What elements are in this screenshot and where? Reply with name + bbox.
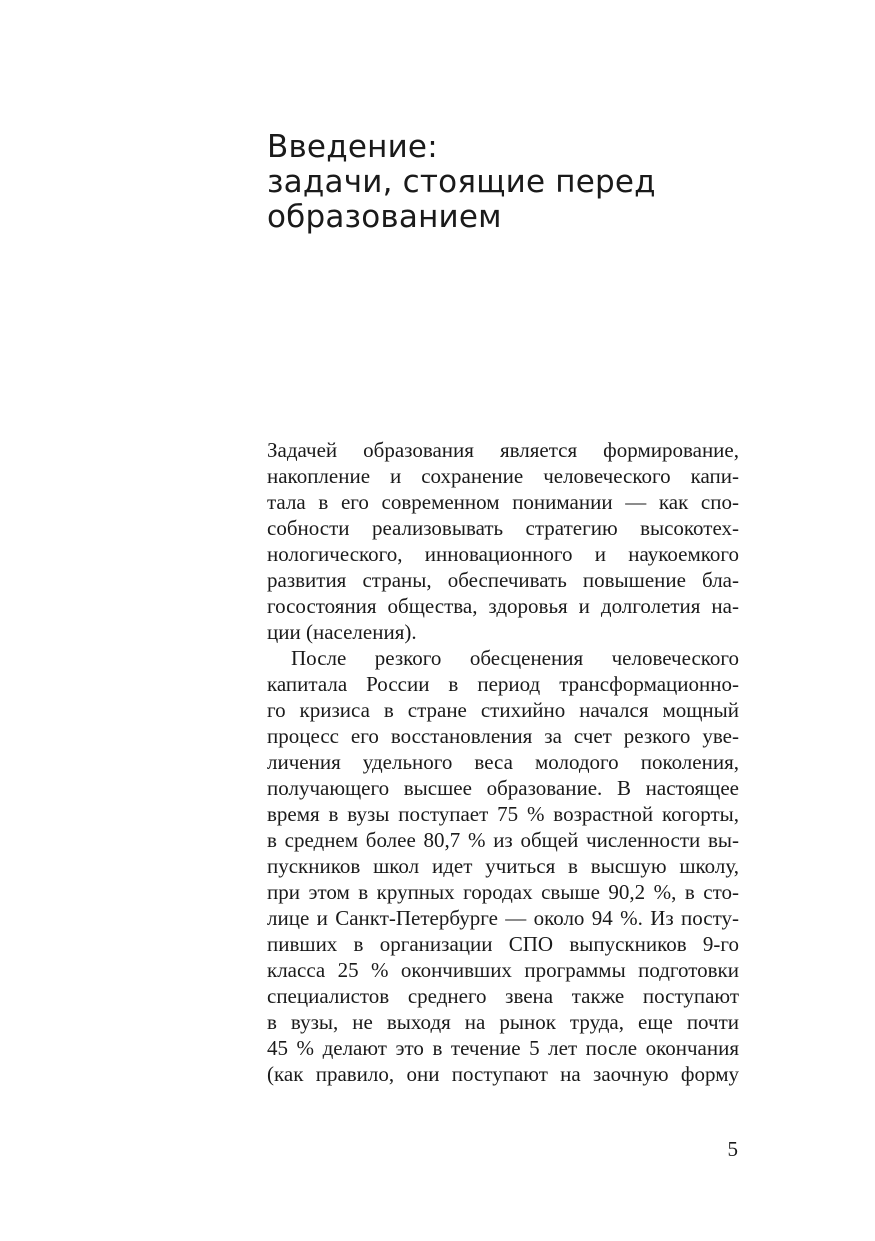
paragraph-2 (267, 645, 739, 1087)
text-line: Задачей образования является формирование, (267, 438, 739, 462)
text-line: процесс его восстановления за счет резкого уве- (267, 724, 739, 748)
text-line: госостояния общества, здоровья и долголетия на- (267, 594, 739, 618)
text-line: тала в его современном понимании — как спо- (267, 490, 739, 514)
text-line: пивших в организации СПО выпускников 9-го (267, 932, 739, 956)
chapter-title-line: образованием (267, 199, 502, 235)
text-line: капитала России в период трансформационно- (267, 672, 739, 696)
text-line: в среднем более 80,7 % из общей численности вы- (267, 828, 739, 852)
text-line: время в вузы поступает 75 % возрастной когорты, (267, 802, 739, 826)
text-line: лице и Санкт-Петербурге — около 94 %. Из посту- (267, 906, 739, 930)
chapter-title (267, 130, 787, 235)
text-line: личения удельного веса молодого поколения, (267, 750, 739, 774)
paragraph-1 (267, 437, 739, 645)
text-line: (как правило, они поступают на заочную форму (267, 1062, 739, 1086)
text-line: класса 25 % окончивших программы подготовки (267, 958, 739, 982)
page-number: 5 (727, 1137, 738, 1161)
text-line: нологического, инновационного и наукоемкого (267, 542, 739, 566)
text-line: 45 % делают это в течение 5 лет после окончания (267, 1036, 739, 1060)
chapter-title-line: задачи, стоящие перед (267, 164, 656, 200)
text-line: После резкого обесценения человеческого (291, 646, 739, 670)
text-line: в вузы, не выходя на рынок труда, еще почти (267, 1010, 739, 1034)
text-line: специалистов среднего звена также поступают (267, 984, 739, 1008)
text-line: пускников школ идет учиться в высшую школу, (267, 854, 739, 878)
text-line: накопление и сохранение человеческого капи- (267, 464, 739, 488)
text-line: при этом в крупных городах свыше 90,2 %, в сто- (267, 880, 739, 904)
text-line: ции (населения). (267, 620, 417, 644)
text-line: собности реализовывать стратегию высокотех- (267, 516, 739, 540)
text-line: получающего высшее образование. В настоящее (267, 776, 739, 800)
chapter-title-line: Введение: (267, 129, 438, 165)
body-text (267, 437, 739, 1087)
text-line: развития страны, обеспечивать повышение бла- (267, 568, 739, 592)
text-line: го кризиса в стране стихийно начался мощный (267, 698, 739, 722)
